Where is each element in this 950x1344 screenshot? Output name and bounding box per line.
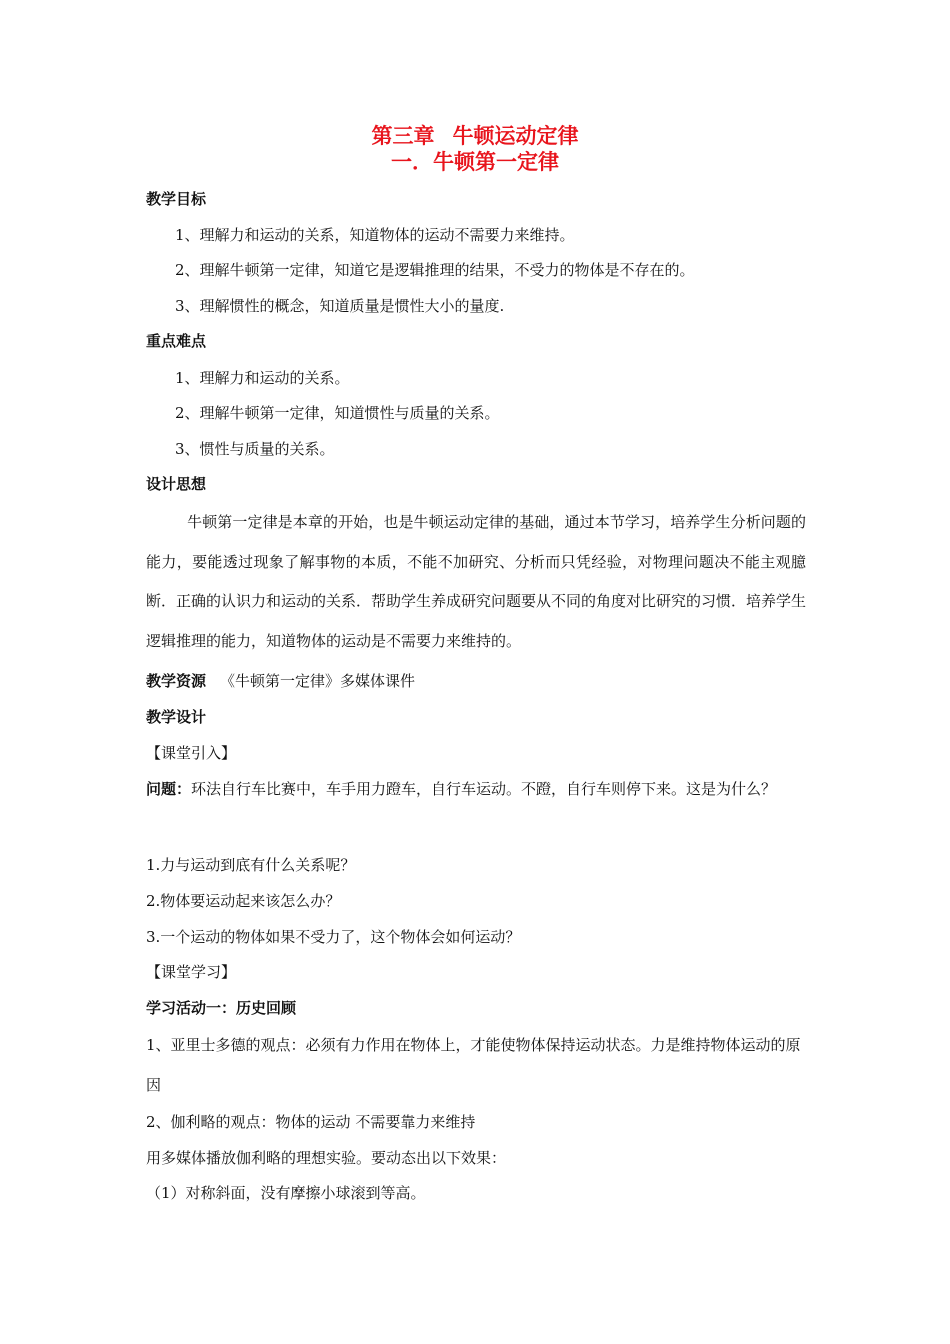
key-point-item-2: 2、理解牛顿第一定律，知道惯性与质量的关系。 xyxy=(175,404,500,422)
teaching-design-heading: 教学设计 xyxy=(146,708,207,726)
multimedia-line: 用多媒体播放伽利略的理想实验。要动态出以下效果： xyxy=(146,1149,507,1167)
question-item-3: 3.一个运动的物体如果不受力了，这个物体会如何运动？ xyxy=(146,928,521,946)
chapter-title xyxy=(0,124,950,148)
goal-item-3: 3、理解惯性的概念，知道质量是惯性大小的量度. xyxy=(175,297,505,315)
key-point-item-1: 1、理解力和运动的关系。 xyxy=(175,369,350,387)
goal-item-1: 1、理解力和运动的关系，知道物体的运动不需要力来维持。 xyxy=(175,226,575,244)
aristotle-paragraph: 1、亚里士多德的观点：必须有力作用在物体上，才能使物体保持运动状态。力是维持物体运动的原因 xyxy=(146,1036,801,1094)
chapter-name: 牛顿运动定律 xyxy=(452,124,579,148)
design-heading: 设计思想 xyxy=(146,475,207,493)
teaching-goals-heading: 教学目标 xyxy=(146,190,207,208)
resources-heading: 教学资源 xyxy=(146,672,207,690)
key-points-heading: 重点难点 xyxy=(146,332,207,350)
design-paragraph xyxy=(146,503,806,661)
study-tag: 【课堂学习】 xyxy=(146,963,237,981)
intro-tag: 【课堂引入】 xyxy=(146,744,237,762)
key-point-item-3: 3、惯性与质量的关系。 xyxy=(175,440,335,458)
galileo-line: 2、伽利略的观点：物体的运动 不需要靠力来维持 xyxy=(146,1113,476,1131)
question-label: 问题： xyxy=(146,780,192,798)
effect-item-1: （1）对称斜面，没有摩擦小球滚到等高。 xyxy=(146,1184,426,1202)
activity-heading: 学习活动一：历史回顾 xyxy=(146,999,297,1017)
resources-line xyxy=(146,671,415,691)
resources-text: 《牛顿第一定律》多媒体课件 xyxy=(220,672,416,690)
question-paragraph xyxy=(146,769,806,809)
section-title: 一．牛顿第一定律 xyxy=(391,150,559,174)
question-text: 环法自行车比赛中，车手用力蹬车，自行车运动。不蹬，自行车则停下来。这是为什么？ xyxy=(191,780,777,798)
design-paragraph-text: 牛顿第一定律是本章的开始，也是牛顿运动定律的基础，通过本节学习，培养学生分析问题的能力，要能透过现象了解事物的本质，不能不加研究、分析而只凭经验，对物理问题决不能主观臆断．正确的认识力和运动的关系．帮助学生养成研究问题要从不同的角度对比研究的习惯．培养学生逻辑推理的能力，知道物体的运动是不需要力来维持的。 xyxy=(146,513,807,650)
question-item-2: 2.物体要运动起来该怎么办？ xyxy=(146,892,341,910)
chapter-number: 第三章 xyxy=(371,124,435,148)
question-item-1: 1.力与运动到底有什么关系呢？ xyxy=(146,856,356,874)
goal-item-2: 2、理解牛顿第一定律，知道它是逻辑推理的结果，不受力的物体是不存在的。 xyxy=(175,261,695,279)
